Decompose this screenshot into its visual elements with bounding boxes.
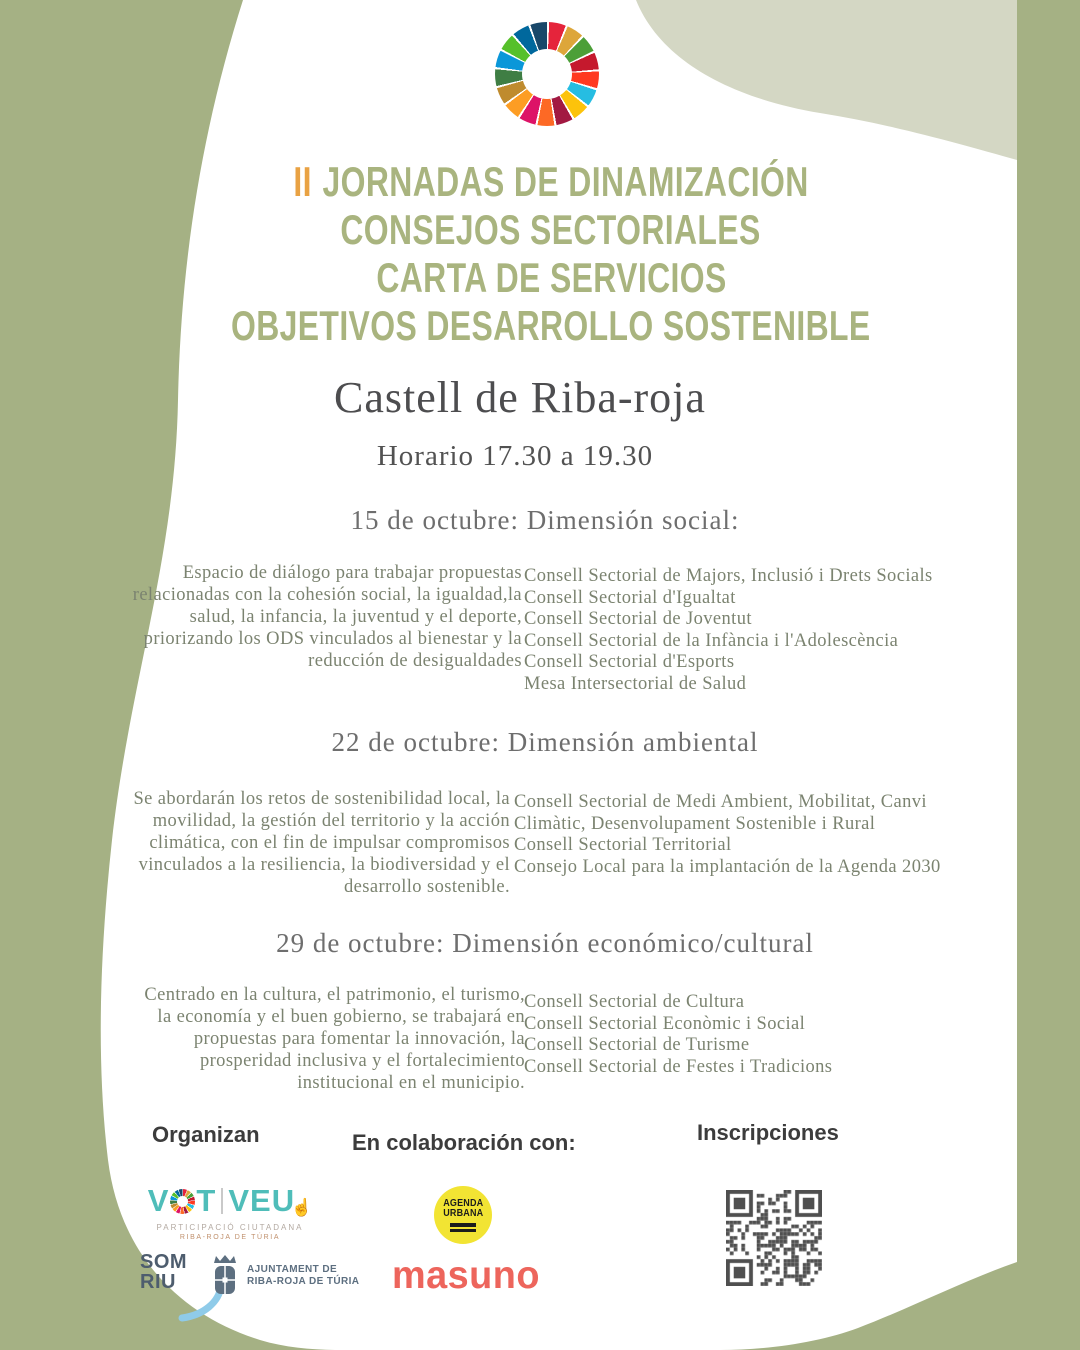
council-item: Consell Sectorial de Majors, Inclusió i Drets Socials xyxy=(524,566,933,586)
section-2-council-list xyxy=(514,792,966,878)
title-line-1 xyxy=(22,158,1080,206)
votiveu-letter: T xyxy=(196,1183,217,1218)
title-text: OBJETIVOS DESARROLLO SOSTENIBLE xyxy=(231,302,871,349)
qr-code xyxy=(726,1190,822,1286)
edition-numeral: II xyxy=(293,158,312,205)
section-1-council-list xyxy=(524,566,964,695)
council-item: Consell Sectorial de Festes i Tradicions xyxy=(524,1056,833,1077)
agenda-urbana-logo xyxy=(434,1186,492,1244)
council-item: Consell Sectorial Territorial xyxy=(514,835,732,855)
agenda-urbana-text: URBANA xyxy=(442,1208,484,1219)
hand-cursor-icon: ☝ xyxy=(291,1198,313,1217)
venue-name: Castell de Riba-roja xyxy=(334,373,706,422)
town-crest-icon xyxy=(210,1254,240,1298)
council-item: Consell Sectorial de Turisme xyxy=(524,1035,750,1055)
votiveu-logo xyxy=(145,1183,315,1241)
schedule-text: Horario 17.30 a 19.30 xyxy=(376,440,654,472)
organizers-label: Organizan xyxy=(152,1122,260,1147)
title-text: JORNADAS DE DINAMIZACIÓN xyxy=(322,158,809,205)
sdg-wheel-icon xyxy=(495,22,599,126)
council-item: Consell Sectorial d'Igualtat xyxy=(524,587,736,608)
section-2-heading: 22 de octubre: Dimensión ambiental xyxy=(331,727,759,757)
masuno-logo: masuno xyxy=(392,1254,540,1297)
title-line-4 xyxy=(22,302,1080,350)
agenda-bar xyxy=(450,1223,476,1227)
council-item: Consell Sectorial de la Infància i l'Adolescència xyxy=(524,630,899,651)
sdg-wheel-hole xyxy=(522,49,572,99)
council-item: Consell Sectorial de Medi Ambient, Mobilitat, Canvi Climàtic, Desenvolupament Sostenible i Rural xyxy=(514,792,927,834)
votiveu-subtitle-2: RIBA-ROJA DE TÚRIA xyxy=(179,1234,281,1241)
title-text: CARTA DE SERVICIOS xyxy=(375,254,727,301)
section-3-description: Centrado en la cultura, el patrimonio, el turismo, la economía y el buen gobierno, se trabajará en propuestas para fomentar la innovación, la prosperidad inclusiva y el fortalecimiento institucional en el municipio. xyxy=(144,985,525,1093)
title-line-3 xyxy=(22,254,1080,302)
inscriptions-label: Inscripciones xyxy=(697,1120,839,1145)
section-3-heading: 29 de octubre: Dimensión económico/cultural xyxy=(276,928,814,958)
council-item: Consell Sectorial d'Esports xyxy=(524,652,735,672)
votiveu-wordmark xyxy=(145,1183,315,1219)
ajuntament-text: AJUNTAMENT DE RIBA-ROJA DE TÚRIA xyxy=(247,1264,360,1287)
council-item: Consell Sectorial de Joventut xyxy=(524,609,752,629)
section-2-description: Se abordarán los retos de sostenibilidad local, la movilidad, la gestión del territorio y la acción climática, con el fin de impulsar compromisos vinculados a la resiliencia, la biodiversidad y el desarrollo sostenible. xyxy=(133,789,510,897)
council-item: Consell Sectorial Econòmic i Social xyxy=(524,1013,806,1034)
section-1-heading: 15 de octubre: Dimensión social: xyxy=(350,505,740,535)
votiveu-subtitle: PARTICIPACIÓ CIUTADANA xyxy=(156,1223,304,1232)
council-item: Mesa Intersectorial de Salud xyxy=(524,673,747,694)
section-1-description: Espacio de diálogo para trabajar propuestas relacionadas con la cohesión social, la igualdad,la salud, la infancia, la juventud y el deporte, priorizando los ODS vinculados al bienestar y la reducción de desigualdades xyxy=(132,563,522,671)
somriu-logo xyxy=(140,1252,187,1292)
council-item: Consell Sectorial de Cultura xyxy=(524,992,745,1012)
votiveu-letter: V xyxy=(147,1183,170,1218)
divider xyxy=(221,1188,223,1214)
sdg-wheel-mini-icon xyxy=(170,1189,195,1214)
title-line-2 xyxy=(22,206,1080,254)
council-item: Consejo Local para la implantación de la Agenda 2030 xyxy=(514,856,941,877)
votiveu-letter: VEU xyxy=(228,1183,296,1218)
section-3-council-list xyxy=(524,992,954,1078)
somriu-text: SOM xyxy=(140,1251,188,1273)
agenda-bar xyxy=(450,1229,476,1232)
ajuntament-logo xyxy=(210,1254,359,1298)
agenda-urbana-text: AGENDA xyxy=(442,1197,484,1209)
somriu-text: RIU xyxy=(140,1271,176,1293)
title-text: CONSEJOS SECTORIALES xyxy=(340,206,762,253)
collaboration-label: En colaboración con: xyxy=(352,1130,576,1155)
poster-title xyxy=(22,158,1080,350)
